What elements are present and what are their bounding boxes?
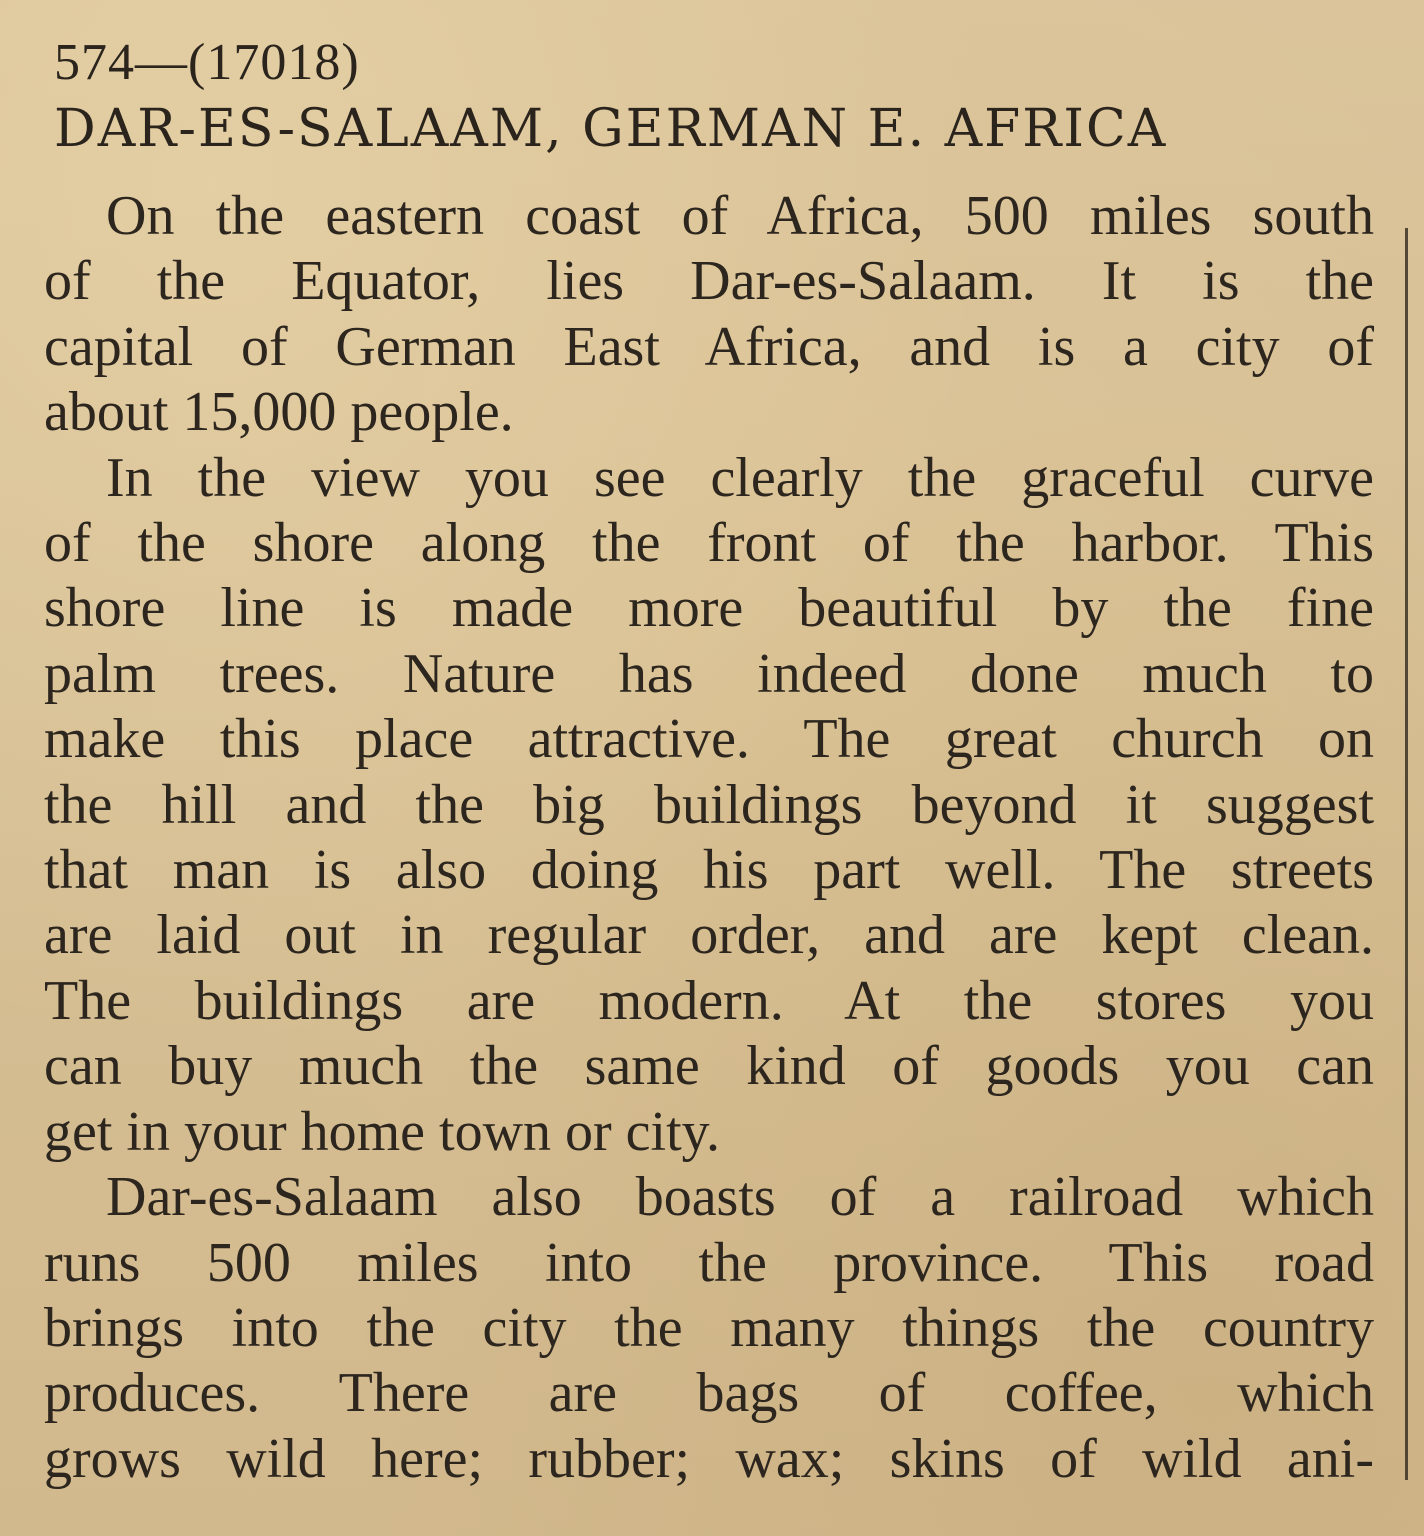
text-block — [44, 30, 1374, 1492]
text-line: about 15,000 people. — [44, 381, 514, 444]
text-line: The buildings are modern. At the stores you — [44, 969, 1374, 1032]
document-title: DAR-ES-SALAAM, GERMAN E. AFRICA — [54, 99, 1168, 159]
right-margin-rule — [1405, 228, 1408, 1480]
text-line: make this place attractive. The great church on — [44, 708, 1374, 771]
text-line: grows wild here; rubber; wax; skins of wild ani- — [44, 1427, 1374, 1490]
text-line: are laid out in regular order, and are kept clean. — [44, 904, 1374, 967]
text-line: shore line is made more beautiful by the fine — [44, 577, 1374, 640]
text-line: get in your home town or city. — [44, 1100, 721, 1163]
text-line: On the eastern coast of Africa, 500 miles south — [106, 185, 1374, 247]
paragraph-3 — [44, 1165, 1374, 1492]
reference-number: 574—(17018) — [54, 34, 360, 91]
text-line: can buy much the same kind of goods you can — [44, 1035, 1374, 1098]
text-line: produces. There are bags of coffee, which — [44, 1362, 1374, 1425]
paragraph-1 — [44, 184, 1374, 446]
paragraph-2 — [44, 446, 1374, 1165]
text-line: Dar-es-Salaam also boasts of a railroad which — [106, 1166, 1374, 1229]
text-line: of the shore along the front of the harbor. This — [44, 512, 1374, 575]
text-line: runs 500 miles into the province. This road — [44, 1231, 1374, 1294]
text-line: palm trees. Nature has indeed done much to — [44, 642, 1374, 705]
text-line: capital of German East Africa, and is a city of — [44, 315, 1374, 378]
text-line: In the view you see clearly the graceful curve — [106, 446, 1374, 509]
text-line: that man is also doing his part well. The streets — [44, 839, 1374, 902]
text-line: brings into the city the many things the country — [44, 1296, 1374, 1359]
text-line: the hill and the big buildings beyond it suggest — [44, 773, 1374, 836]
text-line: of the Equator, lies Dar-es-Salaam. It is the — [44, 250, 1374, 313]
